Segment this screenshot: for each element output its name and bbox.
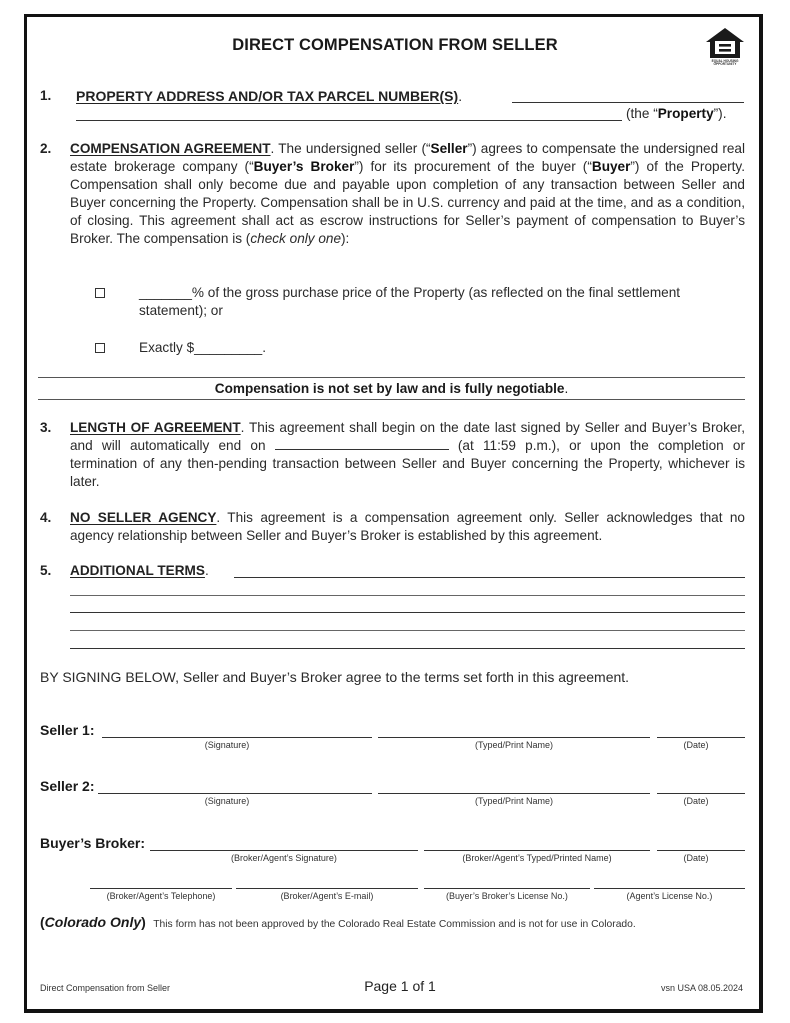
section2-body <box>70 140 745 248</box>
seller1-signature-caption: (Signature) <box>204 740 250 750</box>
broker-date-caption: (Date) <box>683 853 709 863</box>
seller2-date-caption: (Date) <box>683 796 709 806</box>
colorado-label: Colorado Only <box>44 914 142 930</box>
s2-text-e: ): <box>341 231 350 246</box>
seller1-date-field[interactable] <box>657 737 745 738</box>
percentage-option-text <box>139 284 745 320</box>
exact-amount-blank[interactable]: _________ <box>194 340 263 355</box>
end-date-field[interactable] <box>275 438 449 450</box>
s4-text: . This agreement is a compensation agreement only. Seller acknowledges that no agency relationship between Seller and Buyer’s Broker is established by this agreement. <box>70 510 745 543</box>
exact-amount-label: Exactly $ <box>139 340 195 355</box>
broker-label: Buyer’s Broker: <box>40 835 146 851</box>
broker-date-field[interactable] <box>657 850 745 851</box>
eho-caption <box>704 60 746 67</box>
broker-telephone-field[interactable] <box>90 888 232 889</box>
colorado-paren-open: ( <box>40 914 45 930</box>
percentage-blank[interactable]: _______ <box>139 285 192 300</box>
section3-body <box>70 419 745 491</box>
section4-heading: NO SELLER AGENCY <box>70 510 217 525</box>
colorado-text: This form has not been approved by the Colorado Real Estate Commission and is not for use in Colorado. <box>153 919 636 930</box>
section5-heading: ADDITIONAL TERMS <box>70 563 205 578</box>
exact-amount-option-text <box>139 339 266 357</box>
section5-number: 5. <box>40 563 52 578</box>
broker-email-caption: (Broker/Agent’s E-mail) <box>280 891 374 901</box>
broker-name-field[interactable] <box>424 850 650 851</box>
notice-bottom-rule <box>38 399 745 400</box>
property-address-field-2[interactable] <box>76 120 622 121</box>
section4-number: 4. <box>40 510 52 525</box>
s2-text-a: . The undersigned seller (“ <box>270 141 431 156</box>
colorado-paren-close: ) <box>141 914 146 930</box>
section4-body <box>70 509 745 545</box>
s3-text-b: (at 11:59 p.m.), or upon the completion or termination of any then-pending transaction between Seller and Buyer concerning the Property, whichever is later. <box>70 438 745 489</box>
seller1-date-caption: (Date) <box>683 740 709 750</box>
section2-number: 2. <box>40 141 52 156</box>
seller2-signature-field[interactable] <box>98 793 372 794</box>
seller1-label: Seller 1: <box>40 722 95 738</box>
equal-housing-logo <box>704 26 746 70</box>
percentage-option-checkbox[interactable] <box>95 288 105 298</box>
s2-text-d: ”) of the Property. Compensation shall only become due and payable upon completion of any transaction between Seller and Buyer concerning the Property. Compensation shall be in U.S. currency and paid at the time, and as a condition, of closing. This agreement shall act as escrow instructions for Seller’s payment of compensation to Buyer’s Broker. The compensation is ( <box>70 159 745 246</box>
section1-number: 1. <box>40 88 52 103</box>
buyers-broker-term: Buyer’s Broker <box>253 159 355 174</box>
footer-page-number: Page 1 of 1 <box>364 978 436 994</box>
seller1-name-field[interactable] <box>378 737 650 738</box>
seller2-label: Seller 2: <box>40 778 95 794</box>
s3-text-a: . This agreement shall begin on the date last signed by Seller and Buyer’s Broker, and will automatically end on <box>70 420 745 453</box>
broker-license-field[interactable] <box>424 888 590 889</box>
section5-heading-wrap <box>70 562 209 580</box>
section1-period: . <box>458 88 463 104</box>
seller-term: Seller <box>430 141 468 156</box>
seller2-date-field[interactable] <box>657 793 745 794</box>
additional-terms-line-1[interactable] <box>234 577 745 578</box>
seller1-signature-field[interactable] <box>102 737 372 738</box>
section3-number: 3. <box>40 420 52 435</box>
broker-signature-caption: (Broker/Agent’s Signature) <box>231 853 337 863</box>
eho-line1: EQUAL HOUSING <box>711 59 739 63</box>
property-suffix <box>626 105 726 123</box>
seller2-signature-caption: (Signature) <box>204 796 250 806</box>
additional-terms-line-2[interactable] <box>70 595 745 596</box>
broker-email-field[interactable] <box>236 888 418 889</box>
broker-telephone-caption: (Broker/Agent’s Telephone) <box>106 891 216 901</box>
section1-heading: PROPERTY ADDRESS AND/OR TAX PARCEL NUMBER(S) <box>76 88 459 104</box>
section2-heading: COMPENSATION AGREEMENT <box>70 141 271 156</box>
property-term: Property <box>657 106 714 121</box>
broker-license-caption: (Buyer’s Broker’s License No.) <box>446 891 568 901</box>
additional-terms-line-3[interactable] <box>70 612 745 613</box>
agent-license-field[interactable] <box>594 888 745 889</box>
footer-version: vsn USA 08.05.2024 <box>660 983 743 993</box>
s2-text-c: ”) for its procurement of the buyer (“ <box>354 159 592 174</box>
exact-amount-option-checkbox[interactable] <box>95 343 105 353</box>
colorado-notice <box>40 914 636 932</box>
notice-period: . <box>564 381 569 396</box>
footer-form-name: Direct Compensation from Seller <box>40 983 171 993</box>
signing-statement: BY SIGNING BELOW, Seller and Buyer’s Broker agree to the terms set forth in this agreement. <box>40 669 630 685</box>
broker-name-caption: (Broker/Agent’s Typed/Printed Name) <box>462 853 612 863</box>
property-suffix-pre: (the “ <box>626 106 658 121</box>
notice-text: Compensation is not set by law and is fully negotiable <box>214 381 565 396</box>
broker-signature-field[interactable] <box>150 850 418 851</box>
percentage-option-label: % of the gross purchase price of the Property (as reflected on the final settlement statement); or <box>139 285 681 318</box>
seller2-name-caption: (Typed/Print Name) <box>474 796 554 806</box>
additional-terms-line-5[interactable] <box>70 648 745 649</box>
section1-heading-wrap <box>76 87 462 105</box>
additional-terms-line-4[interactable] <box>70 630 745 631</box>
s2-text-b: ”) agrees to compensate the undersigned real estate brokerage company (“ <box>70 141 745 174</box>
property-address-field-1[interactable] <box>512 102 744 103</box>
seller2-name-field[interactable] <box>378 793 650 794</box>
seller1-name-caption: (Typed/Print Name) <box>474 740 554 750</box>
section5-period: . <box>204 563 209 578</box>
agent-license-caption: (Agent’s License No.) <box>626 891 713 901</box>
buyer-term: Buyer <box>591 159 631 174</box>
negotiable-notice <box>38 381 745 396</box>
document-title: DIRECT COMPENSATION FROM SELLER <box>232 36 558 54</box>
eho-line2: OPPORTUNITY <box>713 62 737 67</box>
exact-amount-suffix: . <box>262 340 266 355</box>
notice-top-rule <box>38 377 745 378</box>
property-suffix-post: ”). <box>713 106 727 121</box>
s2-italic: check only one <box>250 231 342 246</box>
section3-heading: LENGTH OF AGREEMENT <box>70 420 241 435</box>
equal-housing-opportunity-icon <box>704 26 746 60</box>
